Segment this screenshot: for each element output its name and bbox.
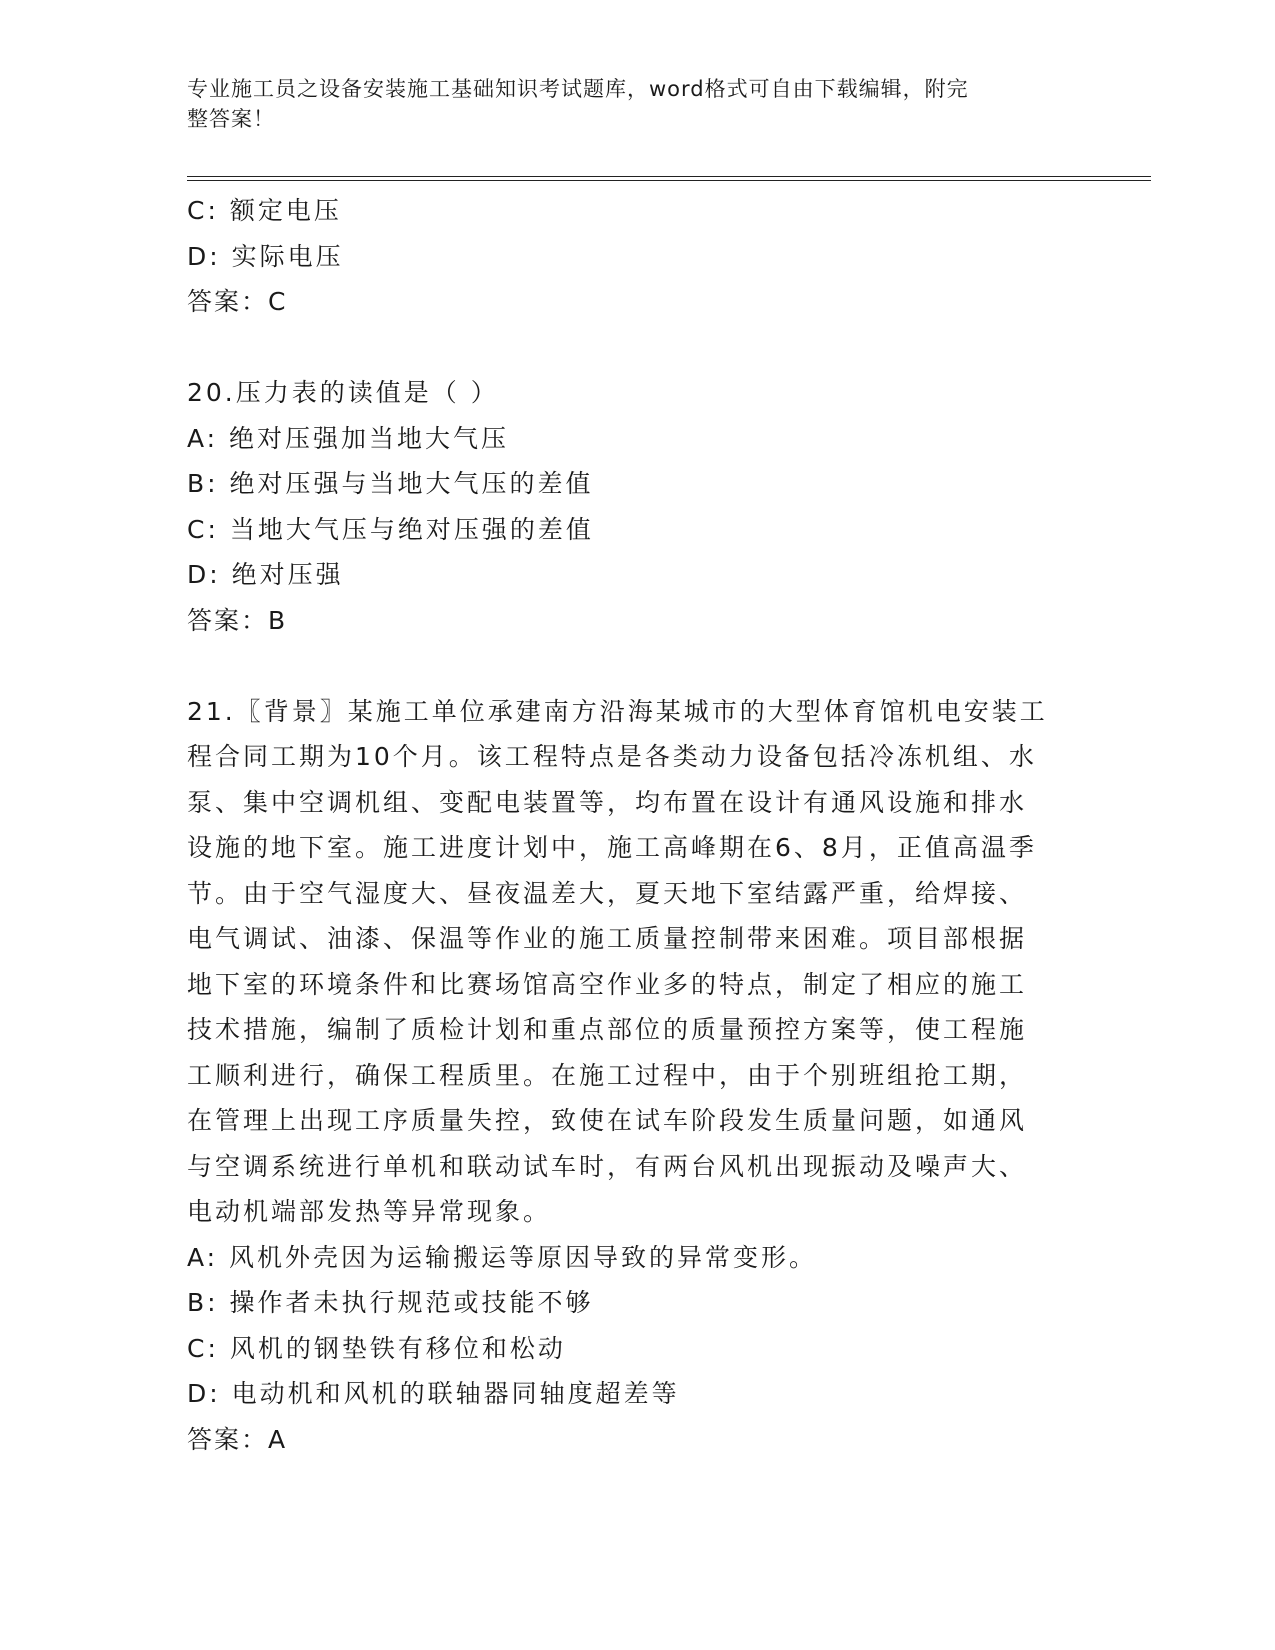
stem-line: 与空调系统进行单机和联动试车时，有两台风机出现振动及噪声大、 [187, 1151, 1028, 1181]
header-line-2: 整答案！ [187, 107, 275, 131]
spacer [187, 325, 1087, 371]
stem-line: 电动机端部发热等异常现象。 [187, 1197, 552, 1226]
answer-line: 答案：B [187, 605, 288, 635]
option-c: C: 当地大气压与绝对压强的差值 [187, 514, 594, 544]
option-c: C: 风机的钢垫铁有移位和松动 [187, 1333, 566, 1363]
question-stem: 20.压力表的读值是（ ） [187, 378, 499, 407]
option-c: C: 额定电压 [187, 196, 342, 225]
option-a: A: 风机外壳因为运输搬运等原因导致的异常变形。 [187, 1242, 818, 1272]
header-line-1: 专业施工员之设备安装施工基础知识考试题库，word格式可自由下载编辑，附完 [187, 77, 969, 101]
stem-line: 工顺利进行，确保工程质里。在施工过程中，由于个别班组抢工期， [187, 1060, 1028, 1090]
question-stem [187, 689, 1087, 1235]
question-19-tail [187, 188, 1087, 325]
stem-line: 电气调试、油漆、保温等作业的施工质量控制带来困难。项目部根据 [187, 924, 1028, 953]
page-header [187, 74, 1067, 134]
stem-line: 节。由于空气湿度大、昼夜温差大，夏天地下室结露严重，给焊接、 [187, 878, 1028, 908]
option-a: A: 绝对压强加当地大气压 [187, 423, 510, 453]
stem-line: 21.〖背景〗某施工单位承建南方沿海某城市的大型体育馆机电安装工 [187, 696, 1048, 726]
stem-line: 程合同工期为10个月。该工程特点是各类动力设备包括冷冻机组、水 [187, 742, 1037, 771]
answer-line: 答案：C [187, 287, 288, 316]
option-b: B: 绝对压强与当地大气压的差值 [187, 469, 594, 498]
question-content [187, 188, 1087, 1462]
question-20 [187, 370, 1087, 643]
option-d: D: 电动机和风机的联轴器同轴度超差等 [187, 1379, 680, 1408]
answer-line: 答案：A [187, 1424, 288, 1454]
option-d: D: 实际电压 [187, 241, 344, 271]
stem-line: 地下室的环境条件和比赛场馆高空作业多的特点，制定了相应的施工 [187, 969, 1028, 999]
question-21 [187, 689, 1087, 1463]
stem-line: 技术措施，编制了质检计划和重点部位的质量预控方案等，使工程施 [187, 1015, 1028, 1044]
stem-line: 设施的地下室。施工进度计划中，施工高峰期在6、8月，正值高温季 [187, 833, 1037, 862]
stem-line: 在管理上出现工序质量失控，致使在试车阶段发生质量问题，如通风 [187, 1106, 1028, 1135]
spacer [187, 643, 1087, 689]
stem-line: 泵、集中空调机组、变配电装置等，均布置在设计有通风设施和排水 [187, 787, 1028, 817]
option-b: B: 操作者未执行规范或技能不够 [187, 1288, 594, 1317]
header-divider [187, 176, 1151, 181]
option-d: D: 绝对压强 [187, 560, 344, 589]
